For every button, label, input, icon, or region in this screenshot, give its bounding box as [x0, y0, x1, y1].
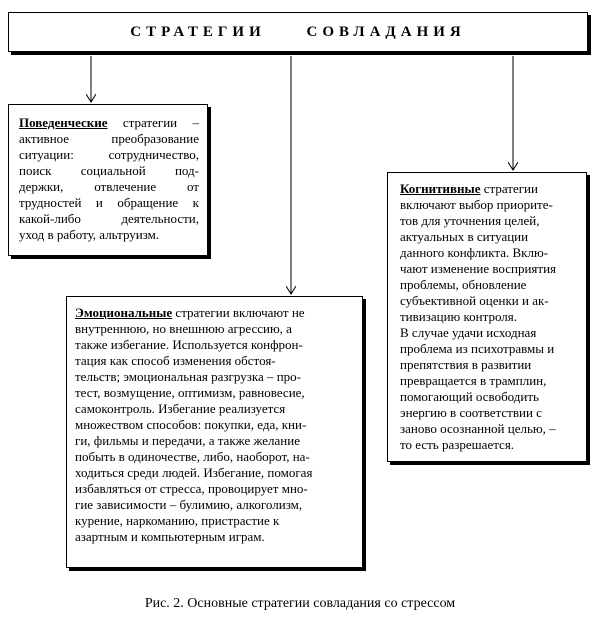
cognitive-line: В случае удачи исходная — [400, 325, 537, 340]
cognitive-line: превращается в трамплин, — [400, 373, 547, 388]
cognitive-line: субъективной оценки и ак- — [400, 293, 549, 308]
behavioral-heading: Поведенческие — [19, 115, 108, 130]
emotional-line: курение, наркоманию, пристрастие к — [75, 513, 280, 528]
emotional-line: тация как способ изменения обстоя- — [75, 353, 276, 368]
emotional-strategies-box — [66, 296, 363, 568]
title-box — [8, 12, 588, 52]
emotional-line: самоконтроль. Избегание реализуется — [75, 401, 286, 416]
emotional-line: тест, возмущение, оптимизм, равновесие, — [75, 385, 305, 400]
cognitive-line: то есть разрешается. — [400, 437, 515, 452]
emotional-line: гие зависимости – булимию, алкоголизм, — [75, 497, 303, 512]
cognitive-heading: Когнитивные — [400, 181, 481, 196]
emotional-line: множеством способов: покупки, еда, кни- — [75, 417, 307, 432]
cognitive-line: помогающий освободить — [400, 389, 539, 404]
emotional-line: тельств; эмоциональная разгрузка – про- — [75, 369, 302, 384]
cognitive-first-line — [400, 181, 578, 197]
emotional-line: стратегии включают не — [172, 305, 305, 320]
cognitive-line: стратегии — [480, 181, 538, 196]
behavioral-line: стратегии – — [107, 115, 199, 130]
cognitive-line: чают изменение восприятия — [400, 261, 556, 276]
emotional-line: азартным и компьютерным играм. — [75, 529, 265, 544]
cognitive-line: включают выбор приорите- — [400, 197, 553, 212]
emotional-line: внутреннюю, но внешнюю агрессию, а — [75, 321, 292, 336]
behavioral-line: ситуации: сотрудничество, — [19, 147, 199, 162]
behavioral-line: активное преобразование — [19, 131, 199, 146]
emotional-line: также избегание. Используется конфрон- — [75, 337, 303, 352]
cognitive-line: проблемы, обновление — [400, 277, 527, 292]
behavioral-first-line — [19, 115, 199, 131]
cognitive-line: заново осознанной целью, – — [400, 421, 556, 436]
cognitive-line: энергию в соответствии с — [400, 405, 542, 420]
behavioral-strategies-box — [8, 104, 208, 256]
behavioral-line: трудностей и обращение к — [19, 195, 199, 210]
behavioral-line: поиск социальной под- — [19, 163, 199, 178]
emotional-heading: Эмоциональные — [75, 305, 173, 320]
cognitive-line: тивизацию контроля. — [400, 309, 518, 324]
emotional-line: избавляться от стресса, провоцирует мно- — [75, 481, 308, 496]
behavioral-line: держки, отвлечение от — [19, 179, 199, 194]
cognitive-line: тов для уточнения целей, — [400, 213, 540, 228]
cognitive-line: данного конфликта. Вклю- — [400, 245, 548, 260]
emotional-first-line — [75, 305, 354, 321]
behavioral-line: уход в работу, альтруизм. — [19, 227, 160, 242]
cognitive-line: проблема из психотравмы и — [400, 341, 555, 356]
behavioral-line: какой-либо деятельности, — [19, 211, 199, 226]
figure-caption: Рис. 2. Основные стратегии совладания со стрессом — [144, 596, 456, 611]
cognitive-line: препятствия в развитии — [400, 357, 532, 372]
cognitive-line: актуальных в ситуации — [400, 229, 529, 244]
emotional-line: ходиться среди людей. Избегание, помогая — [75, 465, 313, 480]
emotional-line: побыть в одиночестве, либо, наоборот, на- — [75, 449, 310, 464]
emotional-line: ги, фильмы и передачи, а также желание — [75, 433, 300, 448]
cognitive-strategies-box — [387, 172, 587, 462]
diagram-title: СТРАТЕГИИ СОВЛАДАНИЯ — [130, 23, 466, 40]
